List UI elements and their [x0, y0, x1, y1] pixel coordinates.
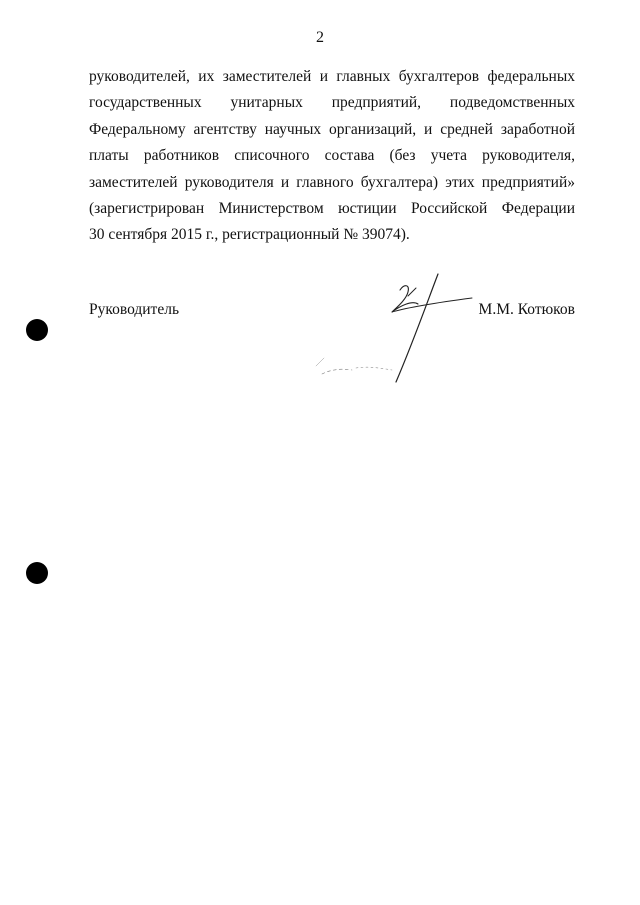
punch-hole — [26, 319, 48, 341]
punch-hole — [26, 562, 48, 584]
body-line: (зарегистрирован Министерством юстиции Российской Федерации — [89, 199, 575, 217]
body-line: Федеральному агентству научных организаций, и средней заработной — [89, 120, 575, 138]
body-line: государственных унитарных предприятий, подведомственных — [89, 94, 575, 112]
handwritten-signature — [296, 270, 486, 390]
page-number: 2 — [316, 29, 324, 46]
signer-title: Руководитель — [89, 301, 180, 318]
body-line: заместителей руководителя и главного бухгалтера) этих предприятий» — [89, 173, 575, 191]
body-line: платы работников списочного состава (без учета руководителя, — [89, 147, 575, 165]
body-text — [89, 64, 575, 249]
body-line: 30 сентября 2015 г., регистрационный № 39074). — [89, 226, 410, 244]
signer-name: М.М. Котюков — [478, 301, 575, 318]
body-line: руководителей, их заместителей и главных бухгалтеров федеральных — [89, 68, 575, 85]
